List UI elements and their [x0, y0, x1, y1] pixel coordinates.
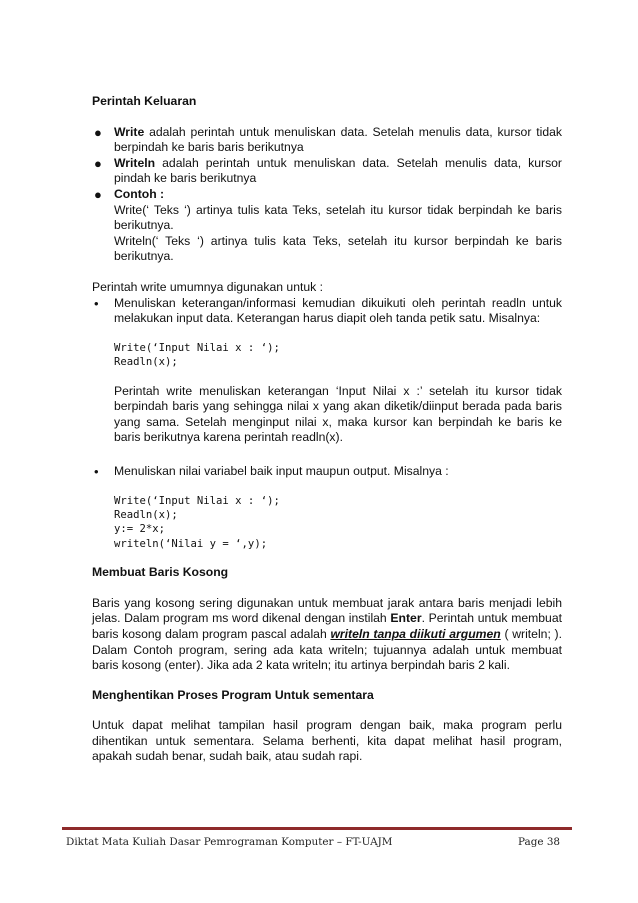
- keluaran-list: [92, 125, 562, 265]
- code-line: y:= 2*x;: [114, 523, 166, 536]
- code-block-1: [92, 341, 562, 370]
- list-item: [92, 156, 562, 187]
- bullet-icon: ●: [94, 186, 102, 202]
- footer-title: Diktat Mata Kuliah Dasar Pemrograman Komputer – FT-UAJM: [66, 836, 393, 848]
- item-text: Menuliskan nilai variabel baik input maupun output. Misalnya :: [114, 463, 449, 478]
- page-content: [92, 94, 562, 765]
- bullet-icon: ●: [94, 124, 102, 140]
- item-lead: Contoh :: [114, 186, 165, 201]
- bullet-icon: •: [94, 295, 99, 311]
- write-usage-list: [92, 296, 562, 327]
- footer-divider: [62, 827, 572, 830]
- code-line: Write(‘Input Nilai x : ‘);: [114, 341, 280, 354]
- example-write: Write(‘ Teks ‘) artinya tulis kata Teks, setelah itu kursor tidak berpindah ke baris berikutnya.: [114, 202, 562, 233]
- list-item: [92, 187, 562, 265]
- list-item: [92, 464, 562, 480]
- item-text: adalah perintah untuk menuliskan data. Setelah menulis data, kursor tidak berpindah ke baris baris berikutnya: [114, 124, 562, 155]
- code-line: writeln(‘Nilai y = ‘,y);: [114, 537, 268, 550]
- example-writeln: Writeln(‘ Teks ‘) artinya tulis kata Teks, setelah itu kursor berpindah ke baris berikutnya.: [114, 233, 562, 264]
- item-text: adalah perintah untuk menuliskan data. Setelah menulis data, kursor pindah ke baris berikutnya: [114, 155, 562, 186]
- bullet-icon: •: [94, 463, 99, 479]
- heading-perintah-keluaran: Perintah Keluaran: [92, 94, 197, 108]
- writeln-emphasis: writeln tanpa diikuti argumen: [330, 626, 501, 641]
- code-line: Readln(x);: [114, 508, 178, 521]
- item-lead: Writeln: [114, 155, 156, 170]
- page-number: Page 38: [518, 836, 561, 848]
- list-item: [92, 296, 562, 327]
- code-line: Write(‘Input Nilai x : ‘);: [114, 494, 280, 507]
- write-explanation: Perintah write menuliskan keterangan ‘Input Nilai x :’ setelah itu kursor tidak berpindah baris yang sehingga nilai x yang akan diketik/diinput berada pada baris yang sama. Setelah menginput nilai x, maka kursor kan berpindah ke baris ke baris berikutnya karena perintah readln(x).: [114, 383, 562, 445]
- bullet-icon: ●: [94, 155, 102, 171]
- menghentikan-paragraph: Untuk dapat melihat tampilan hasil program dengan baik, maka program perlu dihentikan untuk sementara. Selama berhenti, kita dapat melihat hasil program, apakah sudah benar, sudah baik, atau sudah rapi.: [92, 718, 562, 764]
- item-lead: Write: [114, 124, 145, 139]
- heading-membuat-baris-kosong: Membuat Baris Kosong: [92, 565, 229, 580]
- enter-keyword: Enter: [390, 611, 422, 626]
- write-usage-list-2: [92, 464, 562, 480]
- list-item: [92, 125, 562, 156]
- heading-menghentikan-proses: Menghentikan Proses Program Untuk sementara: [92, 687, 374, 702]
- baris-kosong-paragraph: Baris yang kosong sering digunakan untuk membuat jarak antara baris menjadi lebih jelas. Dalam program ms word dikenal dengan instilah Enter. Perintah untuk membuat baris kosong dalam program pascal adalah writeln tanpa diikuti argumen ( writeln; ). Dalam Contoh program, sering ada kata writeln; tujuannya adalah untuk membuat baris kosong (enter). Jika ada 2 kata writeln; itu artinya berpindah baris 2 kali.: [92, 595, 563, 673]
- item-text: Menuliskan keterangan/informasi kemudian dikuikuti oleh perintah readln untuk melakukan input data. Keterangan harus diapit oleh tanda petik satu. Misalnya:: [114, 295, 562, 326]
- write-intro: Perintah write umumnya digunakan untuk :: [92, 279, 324, 294]
- code-line: Readln(x);: [114, 356, 178, 369]
- code-block-2: [92, 494, 562, 552]
